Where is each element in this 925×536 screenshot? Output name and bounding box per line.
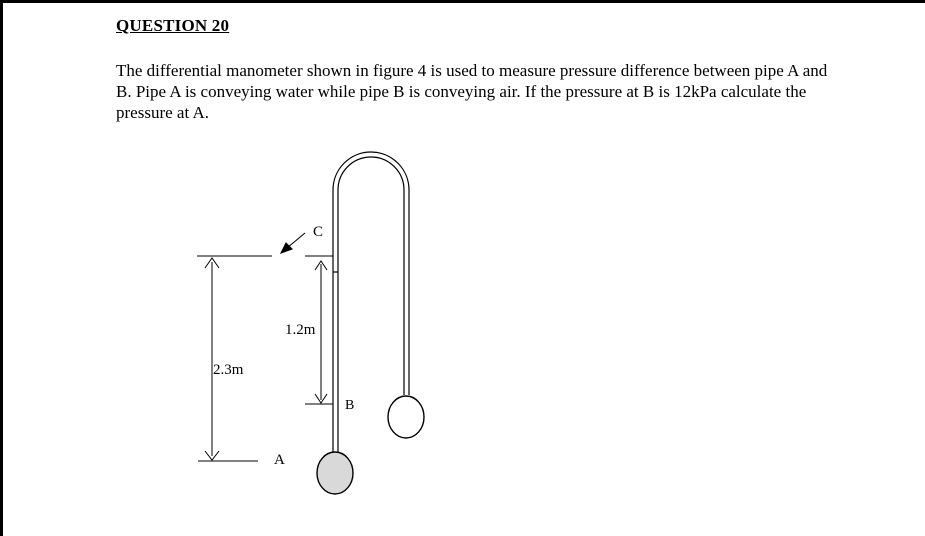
reference-lines — [197, 256, 333, 461]
dimension-2-3m — [205, 258, 219, 460]
label-2-3m: 2.3m — [213, 362, 244, 378]
label-b: B — [345, 398, 355, 413]
pipe-b-circle — [388, 396, 424, 438]
label-c: C — [313, 224, 324, 240]
label-a: A — [274, 452, 285, 468]
question-title: QUESTION 20 — [116, 16, 230, 35]
label-1-2m: 1.2m — [285, 322, 316, 338]
dimension-1-2m — [315, 261, 327, 403]
question-text: The differential manometer shown in figure 4 is used to measure pressure difference between pipe A and B. Pipe A is conveying water while pipe B is conveying air. If the pressure at B is 12kPa calculate the pressure at A. — [116, 61, 828, 122]
pipe-a-circle — [317, 452, 353, 494]
pointer-c — [281, 233, 305, 253]
